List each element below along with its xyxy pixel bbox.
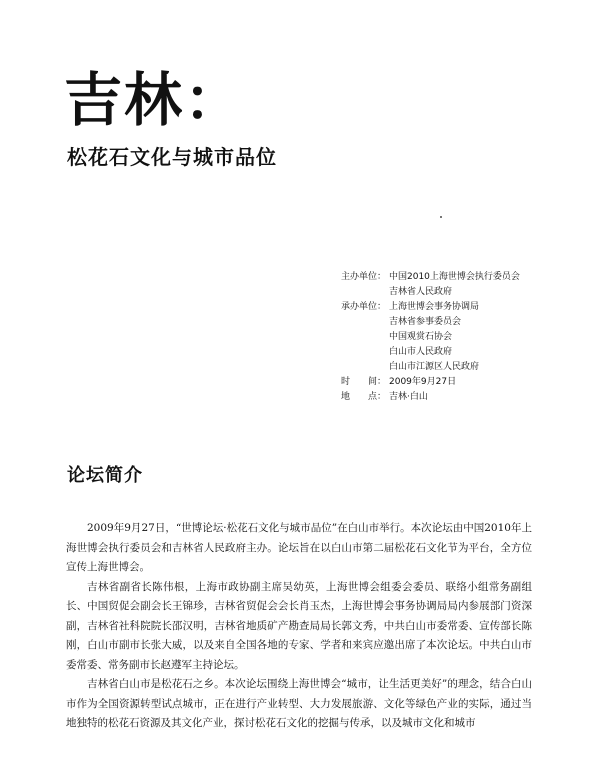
info-row-organizer <box>341 270 520 300</box>
info-value: 中国观赏石协会 <box>389 332 453 342</box>
info-value: 上海世博会事务协调局 <box>389 302 480 312</box>
info-label: 地 点： <box>341 392 387 402</box>
info-values <box>389 390 428 405</box>
section-heading: 论坛简介 <box>67 465 143 486</box>
paragraph: 吉林省白山市是松花石之乡。本次论坛围绕上海世博会“城市，让生活更美好”的理念，结合白山市作为全国资源转型试点城市，正在进行产业转型、大力发展旅游、文化等绿色产业的实际，通过当地独特的松花石资源及其文化产业，探讨松花石文化的挖掘与传承，以及城市文化和城市 <box>66 678 532 729</box>
paragraph: 吉林省副省长陈伟根，上海市政协副主席吴幼英，上海世博会组委会委员、联络小组常务副组长、中国贸促会副会长王锦珍，吉林省贸促会会长肖玉杰，上海世博会事务协调局局内参展部门资深副，吉林省社科院院长邵汉明，吉林省地质矿产勘查局局长郭文秀，中共白山市委常委、宣传部长陈刚，白山市副市长张大威，以及来自全国各地的专家、学者和来宾应邀出席了本次论坛。中共白山市委常委、常务副市长赵遵军主持论坛。 <box>66 580 532 671</box>
info-label: 承办单位： <box>341 302 387 312</box>
info-value: 吉林·白山 <box>389 392 428 402</box>
info-value: 吉林省参事委员会 <box>389 317 462 327</box>
body-text <box>66 519 532 734</box>
page-subtitle: 松花石文化与城市品位 <box>67 145 277 169</box>
info-value: 2009年9月27日 <box>389 377 457 387</box>
info-value: 中国2010上海世博会执行委员会 <box>389 272 520 282</box>
info-label: 时 间： <box>341 377 387 387</box>
info-row-location <box>341 390 520 405</box>
paragraph: 2009年9月27日，“世博论坛·松花石文化与城市品位”在白山市举行。本次论坛由中国2010年上海世博会执行委员会和吉林省人民政府主办。论坛旨在以白山市第二届松花石文化节为平台，全方位宣传上海世博会。 <box>66 522 532 573</box>
info-value: 白山市江源区人民政府 <box>389 362 480 372</box>
info-value: 吉林省人民政府 <box>389 287 453 297</box>
info-values <box>389 375 456 390</box>
info-values <box>389 300 479 375</box>
info-value: 白山市人民政府 <box>389 347 453 357</box>
stray-dot <box>440 216 442 218</box>
info-values <box>389 270 520 300</box>
event-info-block <box>341 270 520 405</box>
page-title: 吉林： <box>64 66 245 134</box>
info-label: 主办单位： <box>341 272 387 282</box>
info-row-host <box>341 300 520 375</box>
info-row-time <box>341 375 520 390</box>
